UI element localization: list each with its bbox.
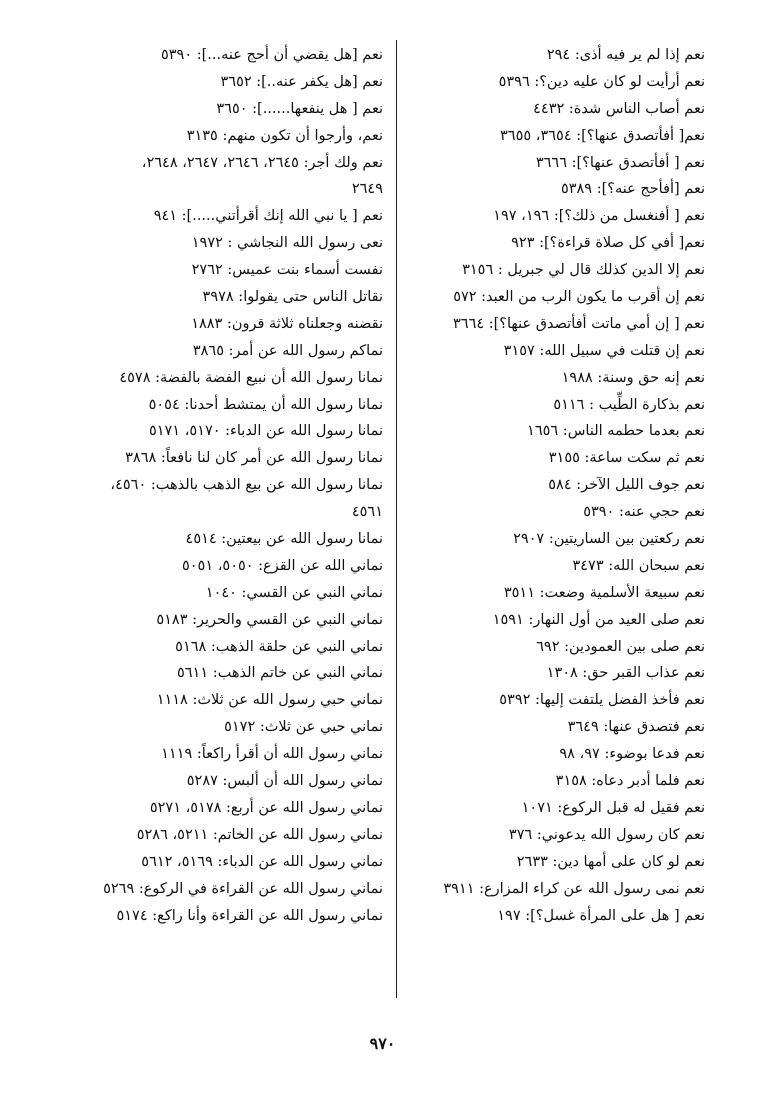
index-entry: نماني رسول الله عن أربع: ٥١٧٨، ٥٢٧١ xyxy=(149,799,383,816)
index-entry: نعم كان رسول الله يدعوني: ٣٧٦ xyxy=(508,826,705,843)
index-entry: نعم سبحان الله: ٣٤٧٣ xyxy=(572,557,705,574)
index-entry: نعم[ أفأتصدق عنها؟]: ٣٦٥٤، ٣٦٥٥ xyxy=(500,127,705,144)
index-entry: نعم [ إن أمي ماتت أفأتصدق عنها؟]: ٣٦٦٤ xyxy=(453,315,705,332)
index-entry: نمانا رسول الله عن أمر كان لنا نافعاً: ٣٨٦٨ xyxy=(125,450,383,467)
index-entry: نعم لو كان على أمها دين: ٢٦٣٣ xyxy=(516,853,705,870)
index-entry: نعم فتصدق عنها: ٣٦٤٩ xyxy=(567,719,705,736)
index-entry: نعم [ هل على المرأة غسل؟]: ١٩٧ xyxy=(497,907,705,924)
column-divider xyxy=(396,40,397,998)
index-entry: نعم صلى بين العمودين: ٦٩٢ xyxy=(536,638,705,655)
index-entry: نعم إذا لم ير فيه أذى: ٢٩٤ xyxy=(546,47,705,63)
index-entry: نعم بذكارة الطِّيب : ٥١١٦ xyxy=(553,396,705,413)
index-entry: نعم فأخذ الفضل يلتفت إليها: ٥٣٩٢ xyxy=(499,692,705,709)
index-entry: نماني رسول الله أن ألبس: ٥٢٨٧ xyxy=(186,773,383,790)
index-entry: نعم عذاب القبر حق: ١٣٠٨ xyxy=(546,665,705,682)
index-entry: نعم فقيل له قبل الركوع: ١٠٧١ xyxy=(521,799,705,816)
index-entry: نعم أرأيت لو كان عليه دين؟: ٥٣٩٦ xyxy=(498,73,705,90)
index-entry: نمانا رسول الله عن بيعتين: ٤٥١٤ xyxy=(185,531,383,548)
index-entry: نعم [ أفأتصدق عنها؟]: ٣٦٦٦ xyxy=(535,154,705,171)
index-entry: نمانا رسول الله أن يمتشط أحدنا: ٥٠٥٤ xyxy=(148,396,383,413)
index-entry: نعم أصاب الناس شدة: ٤٤٣٢ xyxy=(533,100,705,117)
index-entry: ٢٦٤٩ xyxy=(351,181,383,198)
index-entry: نعم ثم سكت ساعة: ٣١٥٥ xyxy=(548,450,705,467)
index-entry: نعم ركعتين بين الساريتين: ٢٩٠٧ xyxy=(513,531,705,548)
index-entry: نعم [أفأحج عنه؟]: ٥٣٨٩ xyxy=(560,181,705,198)
index-entry: نعم[ أفي كل صلاة قراءة؟]: ٩٢٣ xyxy=(511,235,705,252)
index-entry: نماني النبي عن القسي: ١٠٤٠ xyxy=(205,584,383,601)
index-entry: نماني رسول الله عن الخاتم: ٥٢١١، ٥٢٨٦ xyxy=(136,826,383,843)
index-entry: نعم [ أفنغسل من ذلك؟]: ١٩٦، ١٩٧ xyxy=(493,208,705,225)
index-entry: نماني حبي عن ثلاث: ٥١٧٢ xyxy=(224,719,383,736)
index-entry: نماني النبي عن حلقة الذهب: ٥١٦٨ xyxy=(175,638,383,655)
index-entry: نماني رسول الله عن الدباء: ٥١٦٩، ٥٦١٢ xyxy=(141,853,383,870)
index-entry: نفست أسماء بنت عميس: ٢٧٦٢ xyxy=(191,262,383,279)
index-entry: نعم نمى رسول الله عن كراء المزارع: ٣٩١١ xyxy=(443,880,705,897)
index-entry: نماكم رسول الله عن أمر: ٣٨٦٥ xyxy=(192,342,383,359)
index-entry: نعم جوف الليل الآخر: ٥٨٤ xyxy=(548,477,705,494)
index-entry: نعم سبيعة الأسلمية وضعت: ٣٥١١ xyxy=(503,584,705,601)
index-entry: نقضنه وجعلناه ثلاثة قرون: ١٨٨٣ xyxy=(191,315,383,332)
index-entry: نعم ولك أجر: ٢٦٤٥، ٢٦٤٦، ٢٦٤٧، ٢٦٤٨، xyxy=(141,154,383,171)
index-entry: نماني الله عن القزع: ٥٠٥٠، ٥٠٥١ xyxy=(181,557,383,574)
index-entry: نعم بعدما حطمه الناس: ١٦٥٦ xyxy=(527,423,705,440)
index-entry: نماني النبي عن خاتم الذهب: ٥٦١١ xyxy=(176,665,383,682)
index-entry: نقاتل الناس حتى يقولوا: ٣٩٧٨ xyxy=(202,289,383,306)
index-entry: نماني حبي رسول الله عن ثلاث: ١١١٨ xyxy=(156,692,383,709)
index-entry: نماني رسول الله عن القراءة وأنا راكع: ٥١٧٤ xyxy=(116,907,383,924)
index-entry: نمانا رسول الله عن بيع الذهب بالذهب: ٤٥٦٠، xyxy=(110,477,383,494)
page-number: ٩٧٠ xyxy=(369,1034,396,1053)
index-entry: نعم فدعا بوضوء: ٩٧، ٩٨ xyxy=(559,746,705,763)
index-entry: نعم إلا الدين كذلك قال لي جبريل : ٣١٥٦ xyxy=(462,262,705,279)
index-entry: نعم [هل يكفر عنه..]: ٣٦٥٢ xyxy=(220,73,383,90)
index-entry: نعم [ يا نبي الله إنك أقرأتني.....]: ٩٤١ xyxy=(153,208,383,225)
index-entry: نعى رسول الله النجاشي : ١٩٧٢ xyxy=(191,235,383,252)
index-column-right xyxy=(440,42,705,929)
index-entry: نماني رسول الله أن أقرأ راكعاً: ١١١٩ xyxy=(161,746,383,763)
index-entry: نعم إن أقرب ما يكون الرب من العبد: ٥٧٢ xyxy=(453,289,705,306)
index-entry: نعم فلما أدبر دعاه: ٣١٥٨ xyxy=(555,773,705,790)
index-entry: نعم [هل يقضي أن أحج عنه...]: ٥٣٩٠ xyxy=(160,47,383,63)
index-entry: نعم حجي عنه: ٥٣٩٠ xyxy=(583,504,705,521)
index-entry: نعم صلى العيد من أول النهار: ١٥٩١ xyxy=(492,611,705,628)
index-entry: نعم، وأرجوا أن تكون منهم: ٣١٣٥ xyxy=(186,127,383,144)
index-entry: نعم إنه حق وسنة: ١٩٨٨ xyxy=(561,369,705,386)
index-entry: نمانا رسول الله أن نبيع الفضة بالفضة: ٤٥٧٨ xyxy=(119,369,383,386)
index-entry: نماني النبي عن القسي والحرير: ٥١٨٣ xyxy=(156,611,383,628)
index-entry: ٤٥٦١ xyxy=(351,504,383,521)
index-entry: نعم [ هل ينفعها......]: ٣٦٥٠ xyxy=(216,100,383,117)
index-entry: نعم إن قتلت في سبيل الله: ٣١٥٧ xyxy=(503,342,705,359)
index-entry: نمانا رسول الله عن الدباء: ٥١٧٠، ٥١٧١ xyxy=(148,423,383,440)
index-column-left xyxy=(103,42,383,929)
index-entry: نماني رسول الله عن القراءة في الركوع: ٥٢٦٩ xyxy=(103,880,383,897)
